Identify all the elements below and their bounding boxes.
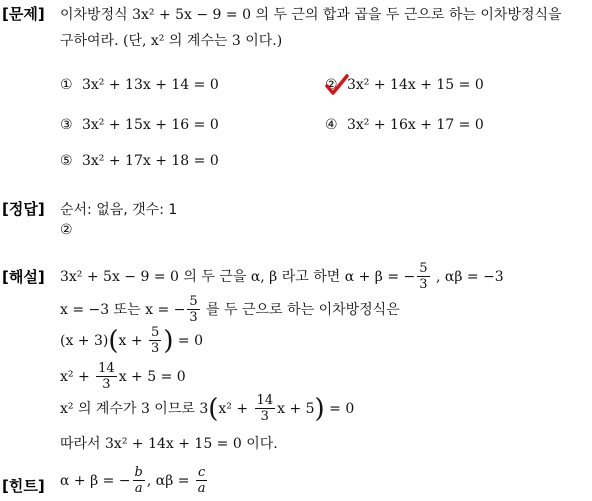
option-2-marker: ② (325, 77, 338, 93)
option-2-text: 3x² + 14x + 15 = 0 (347, 77, 484, 93)
fraction (96, 362, 117, 392)
problem-equation: 3x² + 5x − 9 = 0 (132, 7, 252, 23)
option-5-text: 3x² + 17x + 18 = 0 (82, 153, 219, 169)
fraction-numerator: c (197, 465, 206, 480)
solution-line-5-text-c: x + 5 (277, 401, 315, 417)
solution-line-3-text-c: = 0 (173, 333, 204, 349)
option-4-marker: ④ (325, 117, 338, 133)
fraction-denominator: 3 (189, 310, 198, 325)
solution-line-5-text-d: = 0 (324, 401, 355, 417)
hint-text-a: α + β = − (60, 473, 131, 489)
problem-line-1-text-a: 이차방정식 (60, 7, 133, 23)
solution-line-6: 따라서 3x² + 14x + 15 = 0 이다. (60, 436, 278, 452)
option-5[interactable] (60, 153, 219, 169)
fraction-numerator: 5 (419, 261, 428, 276)
fraction (196, 466, 207, 496)
solution-line-4-text-a: x² + (60, 369, 95, 385)
solution-line-1-text-b: , αβ = −3 (431, 269, 504, 285)
solution-line-5-text-b: x² + (218, 401, 253, 417)
solution-line-1-text-a: 3x² + 5x − 9 = 0 의 두 근을 α, β 라고 하면 α + β = − (60, 269, 416, 285)
problem-tag: [문제] (2, 5, 45, 23)
solution-line-2 (60, 295, 400, 325)
problem-line-1 (60, 4, 562, 24)
fraction-numerator: 14 (98, 361, 115, 376)
fraction-denominator: a (134, 481, 143, 496)
answer-line-2: ② (60, 222, 73, 238)
fraction (133, 466, 145, 496)
fraction-denominator: a (197, 481, 206, 496)
open-paren: ( (108, 326, 119, 356)
close-paren: ) (314, 394, 325, 424)
checkmark-icon (325, 73, 349, 97)
solution-line-5 (60, 394, 354, 424)
solution-line-4-text-b: x + 5 = 0 (118, 369, 186, 385)
solution-tag: [해설] (2, 268, 45, 286)
fraction-denominator: 3 (419, 277, 428, 292)
fraction-denominator: 3 (260, 409, 269, 424)
solution-line-2-text-a: x = −3 또는 x = − (60, 302, 186, 318)
fraction (255, 394, 276, 424)
fraction-denominator: 3 (102, 377, 111, 392)
solution-line-3 (60, 326, 203, 356)
fraction-numerator: 5 (151, 325, 160, 340)
fraction-denominator: 3 (151, 341, 160, 356)
option-3-marker: ③ (60, 117, 73, 133)
fraction (417, 262, 429, 292)
option-3[interactable] (60, 117, 219, 133)
fraction-numerator: 14 (256, 393, 274, 408)
answer-tag: [정답] (2, 200, 45, 218)
fraction-numerator: b (134, 465, 143, 480)
option-5-marker: ⑤ (60, 153, 73, 169)
hint-line (60, 466, 209, 496)
hint-text-b: , αβ = (146, 473, 194, 489)
problem-line-2: 구하여라. (단, x² 의 계수는 3 이다.) (60, 33, 283, 49)
option-4-text: 3x² + 16x + 17 = 0 (347, 117, 484, 133)
solution-line-5-text-a: x² 의 계수가 3 이므로 3 (60, 401, 209, 417)
open-paren: ( (208, 394, 219, 424)
option-3-text: 3x² + 15x + 16 = 0 (82, 117, 219, 133)
solution-line-1 (60, 262, 504, 292)
solution-line-4 (60, 362, 186, 392)
option-4[interactable] (325, 117, 484, 133)
problem-line-1-text-b: 의 두 근의 합과 곱을 두 근으로 하는 이차방정식을 (251, 7, 562, 23)
close-paren: ) (163, 326, 174, 356)
option-1[interactable] (60, 77, 219, 93)
solution-line-3-text-b: x + (118, 333, 148, 349)
option-1-text: 3x² + 13x + 14 = 0 (82, 77, 219, 93)
fraction (149, 326, 161, 356)
fraction-numerator: 5 (189, 294, 198, 309)
hint-tag: [힌트] (2, 477, 45, 495)
answer-line-1: 순서: 없음, 갯수: 1 (60, 202, 178, 218)
fraction (187, 295, 199, 325)
option-1-marker: ① (60, 77, 73, 93)
solution-line-2-text-b: 를 두 근으로 하는 이차방정식은 (201, 302, 400, 318)
solution-line-3-text-a: (x + 3) (60, 333, 109, 349)
